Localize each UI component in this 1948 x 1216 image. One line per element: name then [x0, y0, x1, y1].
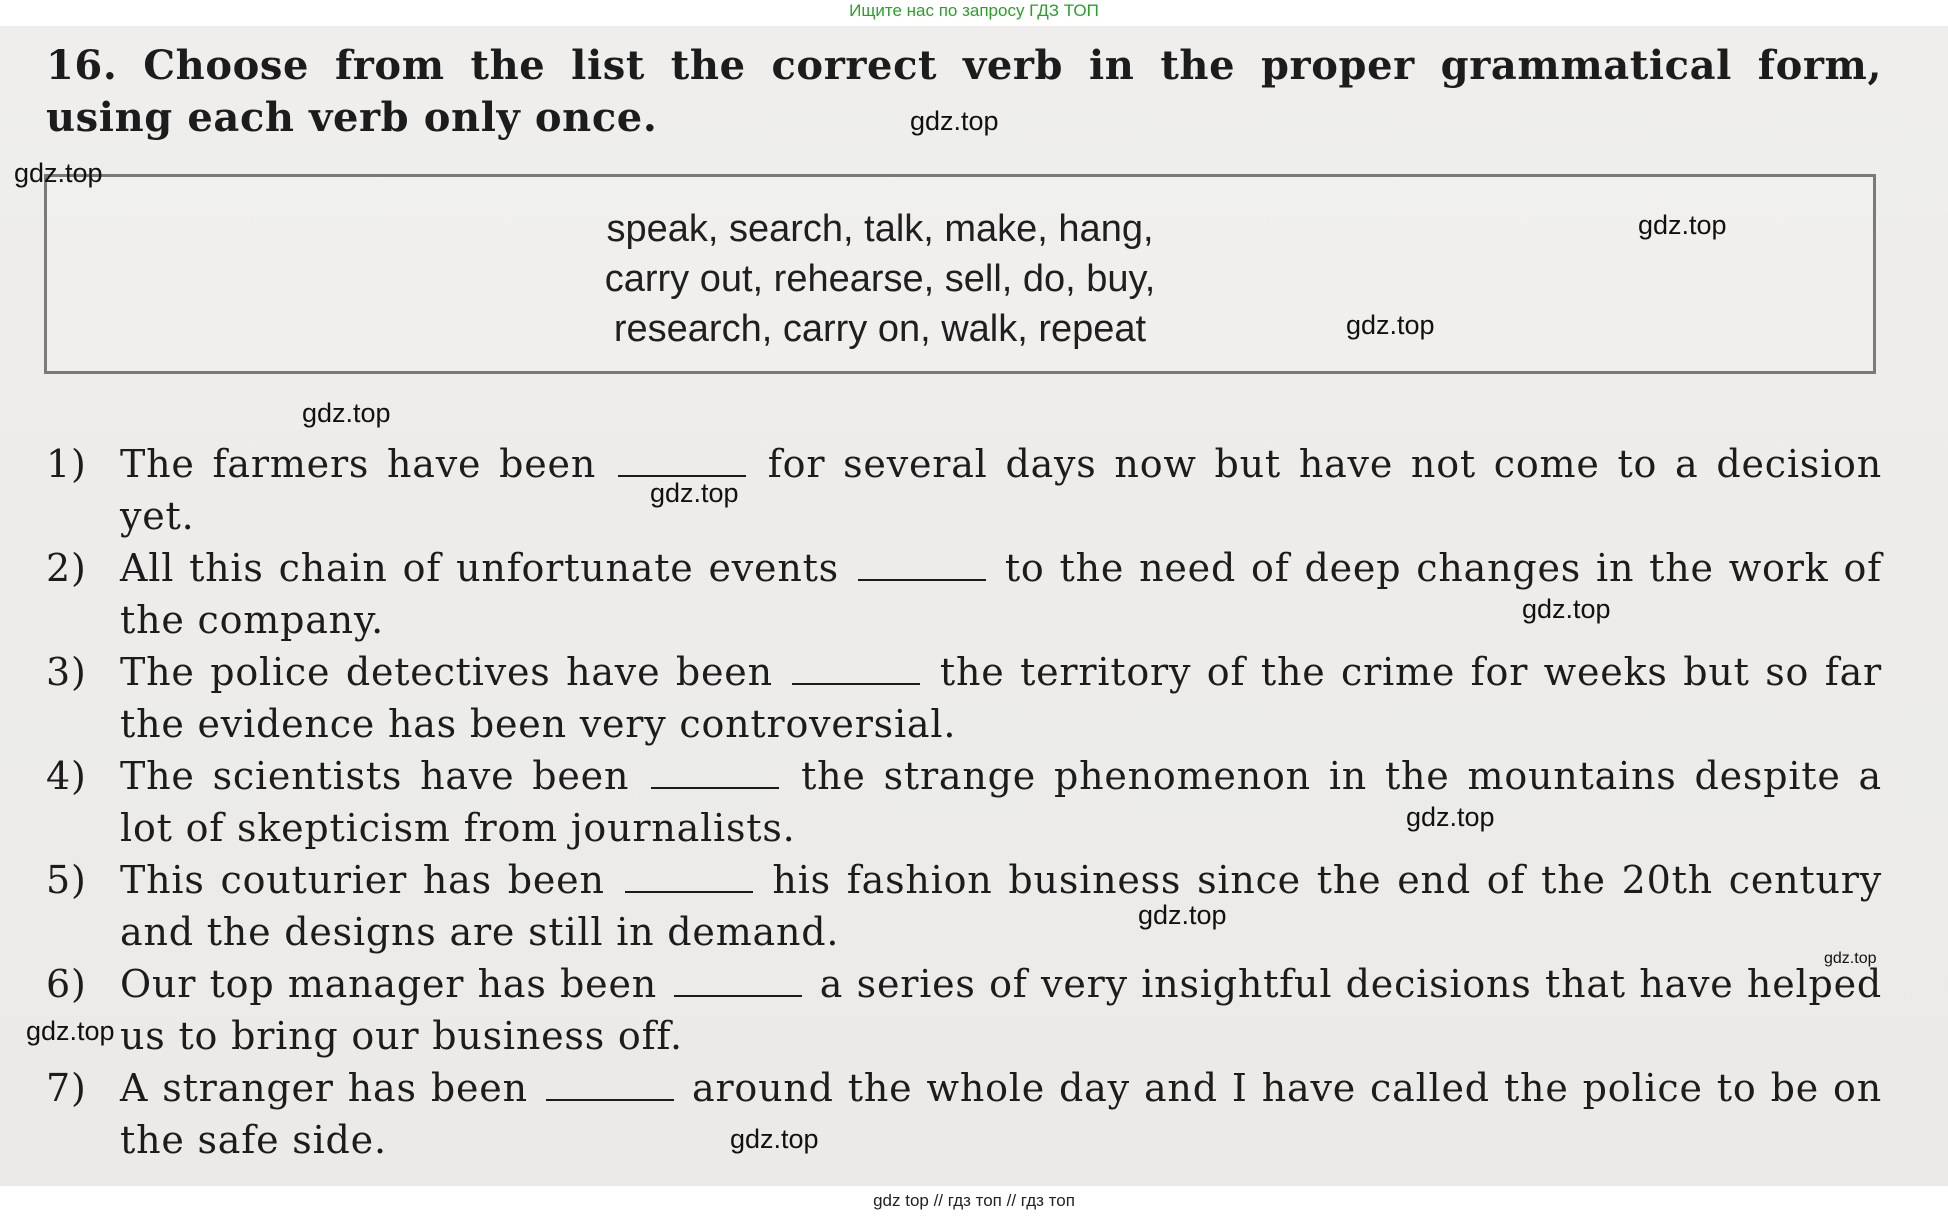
answer-blank: [858, 549, 986, 581]
answer-blank: [618, 445, 746, 477]
item-sentence: [120, 542, 1882, 646]
exercise-item-7: [46, 1062, 1882, 1166]
exercise-item-1: [46, 438, 1882, 542]
exercise-item-6: [46, 958, 1882, 1062]
exercise-item-3: [46, 646, 1882, 750]
answer-blank: [651, 757, 779, 789]
banner-text: Ищите нас по запросу ГДЗ ТОП: [849, 1, 1099, 20]
sentence-before-blank: Our top manager has been: [120, 962, 658, 1006]
answer-blank: [546, 1069, 674, 1101]
item-number: 3): [46, 650, 87, 694]
item-number: 1): [46, 442, 87, 486]
watermark: gdz.top: [730, 1124, 819, 1154]
item-sentence: [120, 750, 1882, 854]
word-list-line-1: speak, search, talk, make, hang,: [606, 208, 1154, 250]
sentence-after-blank: the strange phenomenon in the mountains despite a lot of skepticism from journalists.: [120, 754, 1882, 850]
sentence-before-blank: The police detectives have been: [120, 650, 773, 694]
watermark: gdz.top: [1638, 210, 1727, 240]
answer-blank: [625, 861, 753, 893]
watermark: gdz.top: [14, 158, 103, 188]
exercise-item-4: [46, 750, 1882, 854]
watermark: gdz.top: [1138, 900, 1227, 930]
sentence-after-blank: to the need of deep changes in the work of the company.: [120, 546, 1882, 642]
sentence-after-blank: his fashion business since the end of the 20th century and the designs are still in demand.: [120, 858, 1882, 954]
item-number: 5): [46, 858, 87, 902]
item-sentence: [120, 438, 1882, 542]
sentence-before-blank: A stranger has been: [120, 1066, 528, 1110]
answer-blank: [674, 965, 802, 997]
sentence-after-blank: a series of very insightful decisions that have helped us to bring our business off.: [120, 962, 1882, 1058]
item-number: 7): [46, 1066, 87, 1110]
sentence-after-blank: the territory of the crime for weeks but so far the evidence has been very controversial.: [120, 650, 1882, 746]
watermark: gdz.top: [26, 1016, 115, 1046]
watermark: gdz.top: [302, 398, 391, 428]
word-list-box: [44, 174, 1876, 374]
item-sentence: [120, 958, 1882, 1062]
word-list-line-2: carry out, rehearse, sell, do, buy,: [604, 258, 1156, 300]
item-number: 4): [46, 754, 87, 798]
item-sentence: [120, 854, 1882, 958]
exercise-item-5: [46, 854, 1882, 958]
footer-text: gdz top // гдз топ // гдз топ: [873, 1191, 1075, 1210]
footer-bar: [0, 1186, 1948, 1216]
sentence-before-blank: This couturier has been: [120, 858, 605, 902]
watermark: gdz.top: [1346, 310, 1435, 340]
task-title: 16. Choose from the list the correct verb in the proper grammatical form, using each verb only once.: [46, 42, 1882, 141]
sentence-after-blank: around the whole day and I have called the police to be on the safe side.: [120, 1066, 1882, 1162]
top-banner: [0, 0, 1948, 26]
item-number: 2): [46, 546, 87, 590]
item-sentence: [120, 1062, 1882, 1166]
watermark: gdz.top: [1522, 594, 1611, 624]
watermark: gdz.top: [650, 478, 739, 508]
sentence-before-blank: All this chain of unfortunate events: [120, 546, 839, 590]
word-list-line-3: research, carry on, walk, repeat: [613, 308, 1147, 350]
answer-blank: [792, 653, 920, 685]
item-number: 6): [46, 962, 87, 1006]
textbook-page: [0, 26, 1948, 1186]
watermark: gdz.top: [1406, 802, 1495, 832]
sentence-before-blank: The scientists have been: [120, 754, 630, 798]
watermark: gdz.top: [1824, 950, 1877, 967]
sentence-before-blank: The farmers have been: [120, 442, 597, 486]
watermark: gdz.top: [910, 106, 999, 136]
item-sentence: [120, 646, 1882, 750]
sentence-after-blank: for several days now but have not come to a decision yet.: [120, 442, 1882, 538]
